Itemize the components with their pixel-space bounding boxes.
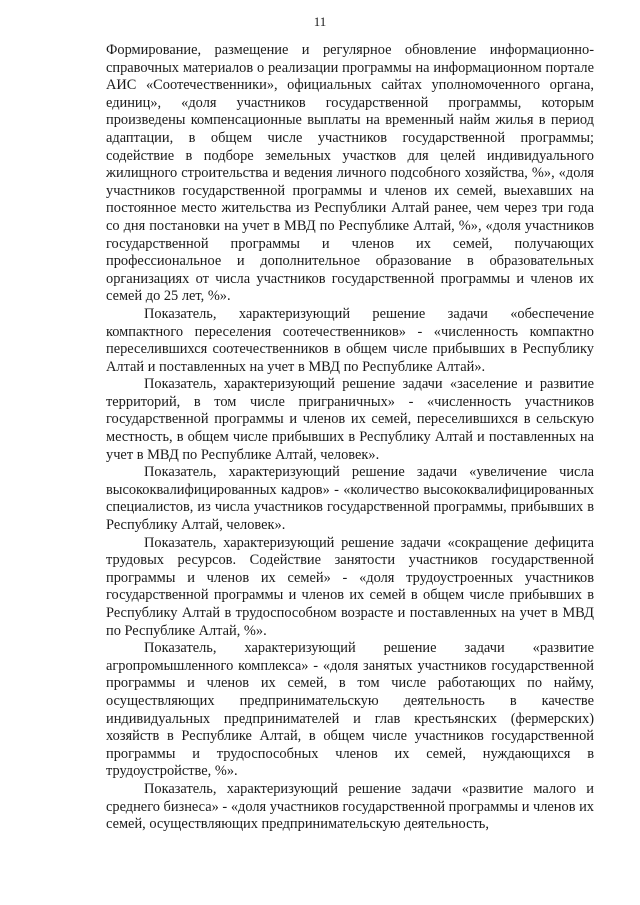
page-number: 11 [313,14,327,29]
paragraph-4: Показатель, характеризующий решение задачи «увеличение числа высококвалифицированных кадров» - «количество высококвалифицированных специалистов, из числа участников государственной программы, прибывших в Республику Алтай, человек». [106,464,594,534]
document-body [106,42,594,834]
paragraph-5: Показатель, характеризующий решение задачи «сокращение дефицита трудовых ресурсов. Содействие занятости участников государственной программы и членов их семей» - «доля трудоустроенных участников государственной программы и членов их семей в общем числе прибывших в Республику Алтай в трудоспособном возрасте и поставленных на учет в МВД по Республике Алтай, %». [106,534,594,639]
paragraph-7: Показатель, характеризующий решение задачи «развитие малого и среднего бизнеса» - «доля участников государственной программы и членов их семей, осуществляющих предпринимательскую деятельность, [106,780,594,833]
paragraph-3: Показатель, характеризующий решение задачи «заселение и развитие территорий, в том числе приграничных» - «численность участников государственной программы и членов их семей, переселившихся в сельскую местность, в общем числе прибывших в Республику Алтай и поставленных на учет в МВД по Республике Алтай, человек». [106,376,594,463]
paragraph-2: Показатель, характеризующий решение задачи «обеспечение компактного переселения соотечественников» - «численность компактно переселившихся соотечественников в общем числе прибывших в Республику Алтай и поставленных на учет в МВД по Республике Алтай». [106,305,594,375]
paragraph-1: Формирование, размещение и регулярное обновление информационно-справочных материалов о реализации программы на информационном портале АИС «Соотечественники», официальных сайтах уполномоченного органа, единиц», «доля участников государственной программы, которым произведены компенсационные выплаты на временный найм жилья в период адаптации, в общем числе участников государственной программы; содействие в подборе земельных участков для целей индивидуального жилищного строительства и ведения личного подсобного хозяйства, %», «доля участников государственной программы и членов их семей, выехавших на постоянное место жительства из Республики Алтай ранее, чем через три года со дня постановки на учет в МВД по Республике Алтай, %», «доля участников государственной программы и членов их семей, получающих профессиональное и дополнительное образование в образовательных организациях от числа участников государственной программы и членов их семей до 25 лет, %». [106,42,594,305]
paragraph-6: Показатель, характеризующий решение задачи «развитие агропромышленного комплекса» - «доля занятых участников государственной программы и членов их семей, в том числе работающих по найму, осуществляющих предпринимательскую деятельность в качестве индивидуальных предпринимателей и глав крестьянских (фермерских) хозяйств в Республике Алтай, в общем числе участников государственной программы и трудоспособных членов их семей, нуждающихся в трудоустройстве, %». [106,640,594,780]
